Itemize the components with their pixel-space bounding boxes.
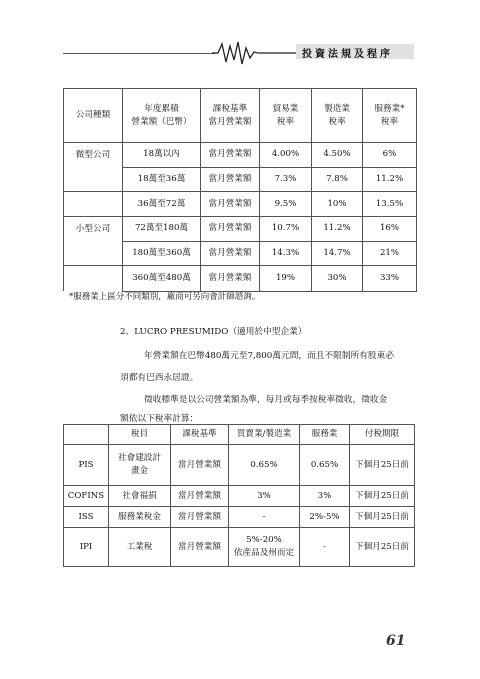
trade-rate-cell-text: - (262, 511, 266, 522)
table-cell: 4.50% (312, 143, 363, 168)
table-row (64, 507, 415, 528)
table-cell: 14.7% (312, 241, 363, 266)
table-row (64, 167, 417, 192)
table-cell: 18萬以內 (123, 143, 201, 168)
tax-code-cell: IPI (64, 528, 109, 567)
column-header-text: 稅率 (276, 116, 295, 127)
column-header-text: 年度累積 (144, 103, 179, 114)
paragraph-line: 徵收標準是以公司營業額為準，每月或每季按稅率徵收，徵收金 (144, 395, 388, 405)
table-cell: 16% (363, 217, 417, 242)
table-cell: 19% (260, 266, 312, 292)
trade-rate-cell-text: 3% (257, 490, 271, 501)
header-title: 投資法規及程序 (302, 49, 393, 60)
column-header-text: 貿易業 (272, 103, 299, 114)
tax-basis-cell: 當月營業額 (171, 445, 229, 486)
tax-item-cell-text: 畫金 (130, 466, 149, 476)
trade-rate-cell (229, 528, 300, 567)
table-cell: 72萬至180萬 (123, 217, 201, 242)
company-type-cell (64, 266, 123, 292)
table-cell: 36萬至72萬 (123, 192, 201, 217)
table-cell: 18萬至36萬 (123, 167, 201, 192)
tax-code-cell: PIS (64, 445, 109, 486)
service-rate-cell: 0.65% (300, 445, 350, 486)
column-header: 付稅期限 (350, 425, 415, 445)
trade-rate-cell-text: 0.65% (250, 459, 278, 470)
table-cell: 33% (363, 266, 417, 292)
table-cell: 當月營業額 (201, 143, 260, 168)
table-cell: 當月營業額 (201, 241, 260, 266)
tax-item-cell (109, 486, 171, 507)
service-footnote: *服務業上區分不同類別，廠商可另向會計師諮詢。 (69, 292, 261, 302)
column-header-text: 稅率 (380, 116, 399, 127)
table-row (64, 143, 417, 168)
column-header (312, 89, 363, 143)
tax-basis-cell: 當月營業額 (171, 486, 229, 507)
column-header-text: 當月營業額 (208, 116, 252, 127)
table-cell: 當月營業額 (201, 167, 260, 192)
tax-item-cell (109, 528, 171, 567)
column-header-text: 製造業 (324, 103, 350, 114)
paragraph-line: 年營業額在巴幣480萬元至7,800萬元間，而且不限制所有股東必 (144, 351, 394, 361)
simples-tax-table (63, 88, 417, 292)
table-cell: 9.5% (260, 192, 312, 217)
header-rule-left (63, 53, 215, 54)
column-header (363, 89, 417, 143)
tax-item-cell-text: 服務業稅金 (118, 511, 161, 522)
company-type-cell (64, 192, 123, 217)
service-rate-cell: - (300, 528, 350, 567)
column-header: 稅目 (109, 425, 171, 445)
company-type-cell (64, 241, 123, 266)
table-cell: 14.3% (260, 241, 312, 266)
table-cell: 360萬至480萬 (123, 266, 201, 292)
deadline-cell: 下個月25日前 (350, 528, 415, 567)
table-row (64, 486, 415, 507)
column-header-text: 課稅基準 (212, 103, 248, 114)
table-cell: 21% (363, 241, 417, 266)
trade-rate-cell-text: 5%-20% (246, 535, 282, 545)
column-header: 買賣業/製造業 (229, 425, 300, 445)
table-cell: 180萬至360萬 (123, 241, 201, 266)
column-header (123, 89, 201, 143)
table-header-row (64, 89, 417, 143)
tax-item-cell-text: 工業稅 (126, 541, 153, 552)
column-header-text: 營業額（巴幣） (131, 116, 192, 127)
paragraph-line: 須都有巴西永居證。 (120, 373, 199, 383)
tax-basis-cell: 當月營業額 (171, 528, 229, 567)
tax-item-cell (109, 507, 171, 528)
table-cell: 11.2% (312, 217, 363, 242)
tax-item-cell (109, 445, 171, 486)
table-cell: 當月營業額 (201, 192, 260, 217)
trade-rate-cell (229, 507, 300, 528)
trade-rate-cell (229, 486, 300, 507)
table-cell: 10% (312, 192, 363, 217)
column-header: 課稅基準 (171, 425, 229, 445)
tax-item-cell-text: 社會建設計 (118, 453, 161, 463)
column-header (201, 89, 260, 143)
service-rate-cell: 2%-5% (300, 507, 350, 528)
tax-code-cell: ISS (64, 507, 109, 528)
tax-basis-cell: 當月營業額 (171, 507, 229, 528)
table-row (64, 192, 417, 217)
company-type-cell: 小型公司 (64, 217, 123, 242)
column-header-text: 稅率 (328, 116, 346, 127)
table-cell: 10.7% (260, 217, 312, 242)
service-rate-cell: 3% (300, 486, 350, 507)
section-title: 2、LUCRO PRESUMIDO（適用於中型企業） (120, 327, 307, 337)
pulse-wave-icon (212, 40, 296, 68)
column-header-text: 公司種類 (75, 110, 111, 120)
table-cell: 4.00% (260, 143, 312, 168)
page-number: 61 (386, 633, 406, 649)
deadline-cell: 下個月25日前 (350, 486, 415, 507)
table-cell: 當月營業額 (201, 266, 260, 292)
paragraph-line: 額依以下稅率計算： (120, 414, 199, 424)
table-header-row (64, 425, 415, 445)
company-type-cell (64, 167, 123, 192)
table-cell: 6% (363, 143, 417, 168)
table-cell: 7.8% (312, 167, 363, 192)
table-cell: 11.2% (363, 167, 417, 192)
table-row (64, 217, 417, 242)
trade-rate-cell-text: 依產品及州而定 (233, 548, 295, 558)
deadline-cell: 下個月25日前 (350, 507, 415, 528)
table-cell: 當月營業額 (201, 217, 260, 242)
table-row (64, 528, 415, 567)
table-row (64, 445, 415, 486)
table-cell: 7.3% (260, 167, 312, 192)
table-row (64, 241, 417, 266)
trade-rate-cell (229, 445, 300, 486)
column-header (64, 425, 109, 445)
table-cell: 30% (312, 266, 363, 292)
lucro-presumido-tax-table (63, 424, 415, 567)
deadline-cell: 下個月25日前 (350, 445, 415, 486)
tax-item-cell-text: 社會福捐 (122, 490, 157, 501)
column-header (64, 89, 123, 143)
company-type-cell: 微型公司 (64, 143, 123, 168)
column-header (260, 89, 312, 143)
column-header-text: 服務業* (374, 103, 405, 114)
table-row (64, 266, 417, 292)
tax-code-cell: COFINS (64, 486, 109, 507)
column-header: 服務業 (300, 425, 350, 445)
table-cell: 13.5% (363, 192, 417, 217)
